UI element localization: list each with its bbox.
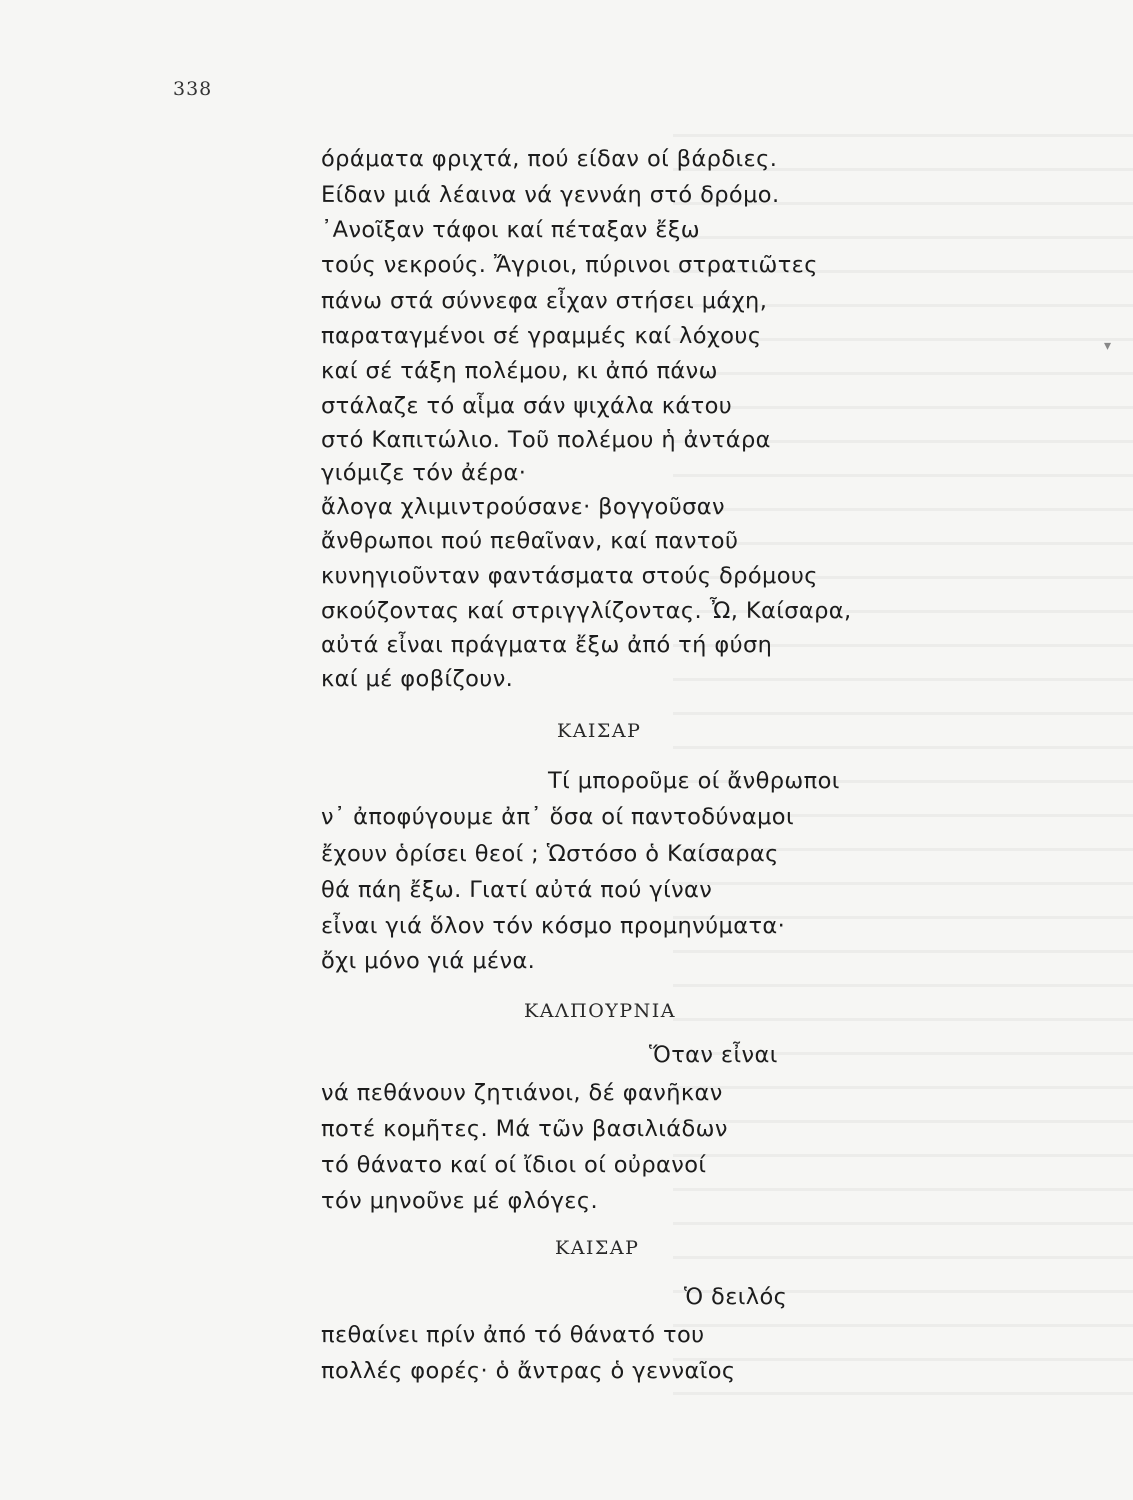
speaker-name: ΚΑΙΣΑΡ (557, 720, 642, 742)
verse-line: σκούζοντας καί στριγγλίζοντας. Ὦ, Καίσαρα, (321, 598, 852, 624)
verse-line: στό Καπιτώλιο. Τοῦ πολέμου ἡ ἀντάρα (321, 427, 771, 453)
verse-line: ν᾿ ἀποφύγουμε ἀπ᾿ ὅσα οί παντοδύναμοι (321, 804, 794, 830)
verse-line: καί μέ φοβίζουν. (321, 666, 514, 692)
verse-line: θά πάη ἔξω. Γιατί αὐτά πού γίναν (321, 877, 713, 903)
verse-line: στάλαζε τό αἷμα σάν ψιχάλα κάτου (321, 393, 733, 419)
verse-line: κυνηγιοῦνταν φαντάσματα στούς δρόμους (321, 563, 818, 589)
verse-line: αὐτά εἶναι πράγματα ἔξω ἀπό τή φύση (321, 632, 773, 658)
verse-line: γιόμιζε τόν ἀέρα· (321, 460, 527, 486)
verse-line: ᾿Ανοῖξαν τάφοι καί πέταξαν ἔξω (321, 217, 701, 243)
verse-line: όράματα φριχτά, πού είδαν οί βάρδιες. (321, 146, 778, 172)
speaker-name: ΚΑΙΣΑΡ (555, 1237, 640, 1259)
verse-line: ἔχουν ὁρίσει θεοί ; Ὡστόσο ὁ Καίσαρας (321, 841, 779, 867)
verse-line: τόν μηνοῦνε μέ φλόγες. (321, 1188, 599, 1214)
verse-line: πεθαίνει πρίν ἀπό τό θάνατό του (321, 1322, 705, 1348)
verse-line: ἄλογα χλιμιντρούσανε· βογγοῦσαν (321, 494, 725, 520)
verse-line: Είδαν μιά λέαινα νά γεννάη στό δρόμο. (321, 182, 780, 208)
margin-mark: ▾ (1104, 338, 1112, 354)
verse-line: Ὁ δειλός (684, 1284, 788, 1310)
speaker-name: ΚΑΛΠΟΥΡΝΙΑ (524, 1000, 676, 1022)
verse-line: ποτέ κομῆτες. Μά τῶν βασιλιάδων (321, 1116, 728, 1142)
verse-line: παραταγμένοι σέ γραμμές καί λόχους (321, 323, 762, 349)
verse-line: νά πεθάνουν ζητιάνοι, δέ φανῆκαν (321, 1080, 723, 1106)
verse-line: καί σέ τάξη πολέμου, κι ἀπό πάνω (321, 358, 718, 384)
verse-line: τούς νεκρούς. Ἄγριοι, πύρινοι στρατιῶτες (321, 252, 818, 278)
verse-line: εἶναι γιά ὅλον τόν κόσμο προμηνύματα· (321, 913, 786, 939)
verse-line: τό θάνατο καί οί ἴδιοι οί οὐρανοί (321, 1152, 707, 1178)
verse-line: ἄνθρωποι πού πεθαῖναν, καί παντοῦ (321, 528, 739, 554)
verse-line: Ὅταν εἶναι (649, 1042, 778, 1068)
verse-line: ὄχι μόνο γιά μένα. (321, 948, 536, 974)
verse-line: πολλές φορές· ὁ ἄντρας ὁ γενναῖος (321, 1358, 736, 1384)
verse-line: πάνω στά σύννεφα εἶχαν στήσει μάχη, (321, 288, 768, 314)
page-number: 338 (173, 78, 213, 100)
verse-line: Τί μποροῦμε οί ἄνθρωποι (548, 768, 840, 794)
